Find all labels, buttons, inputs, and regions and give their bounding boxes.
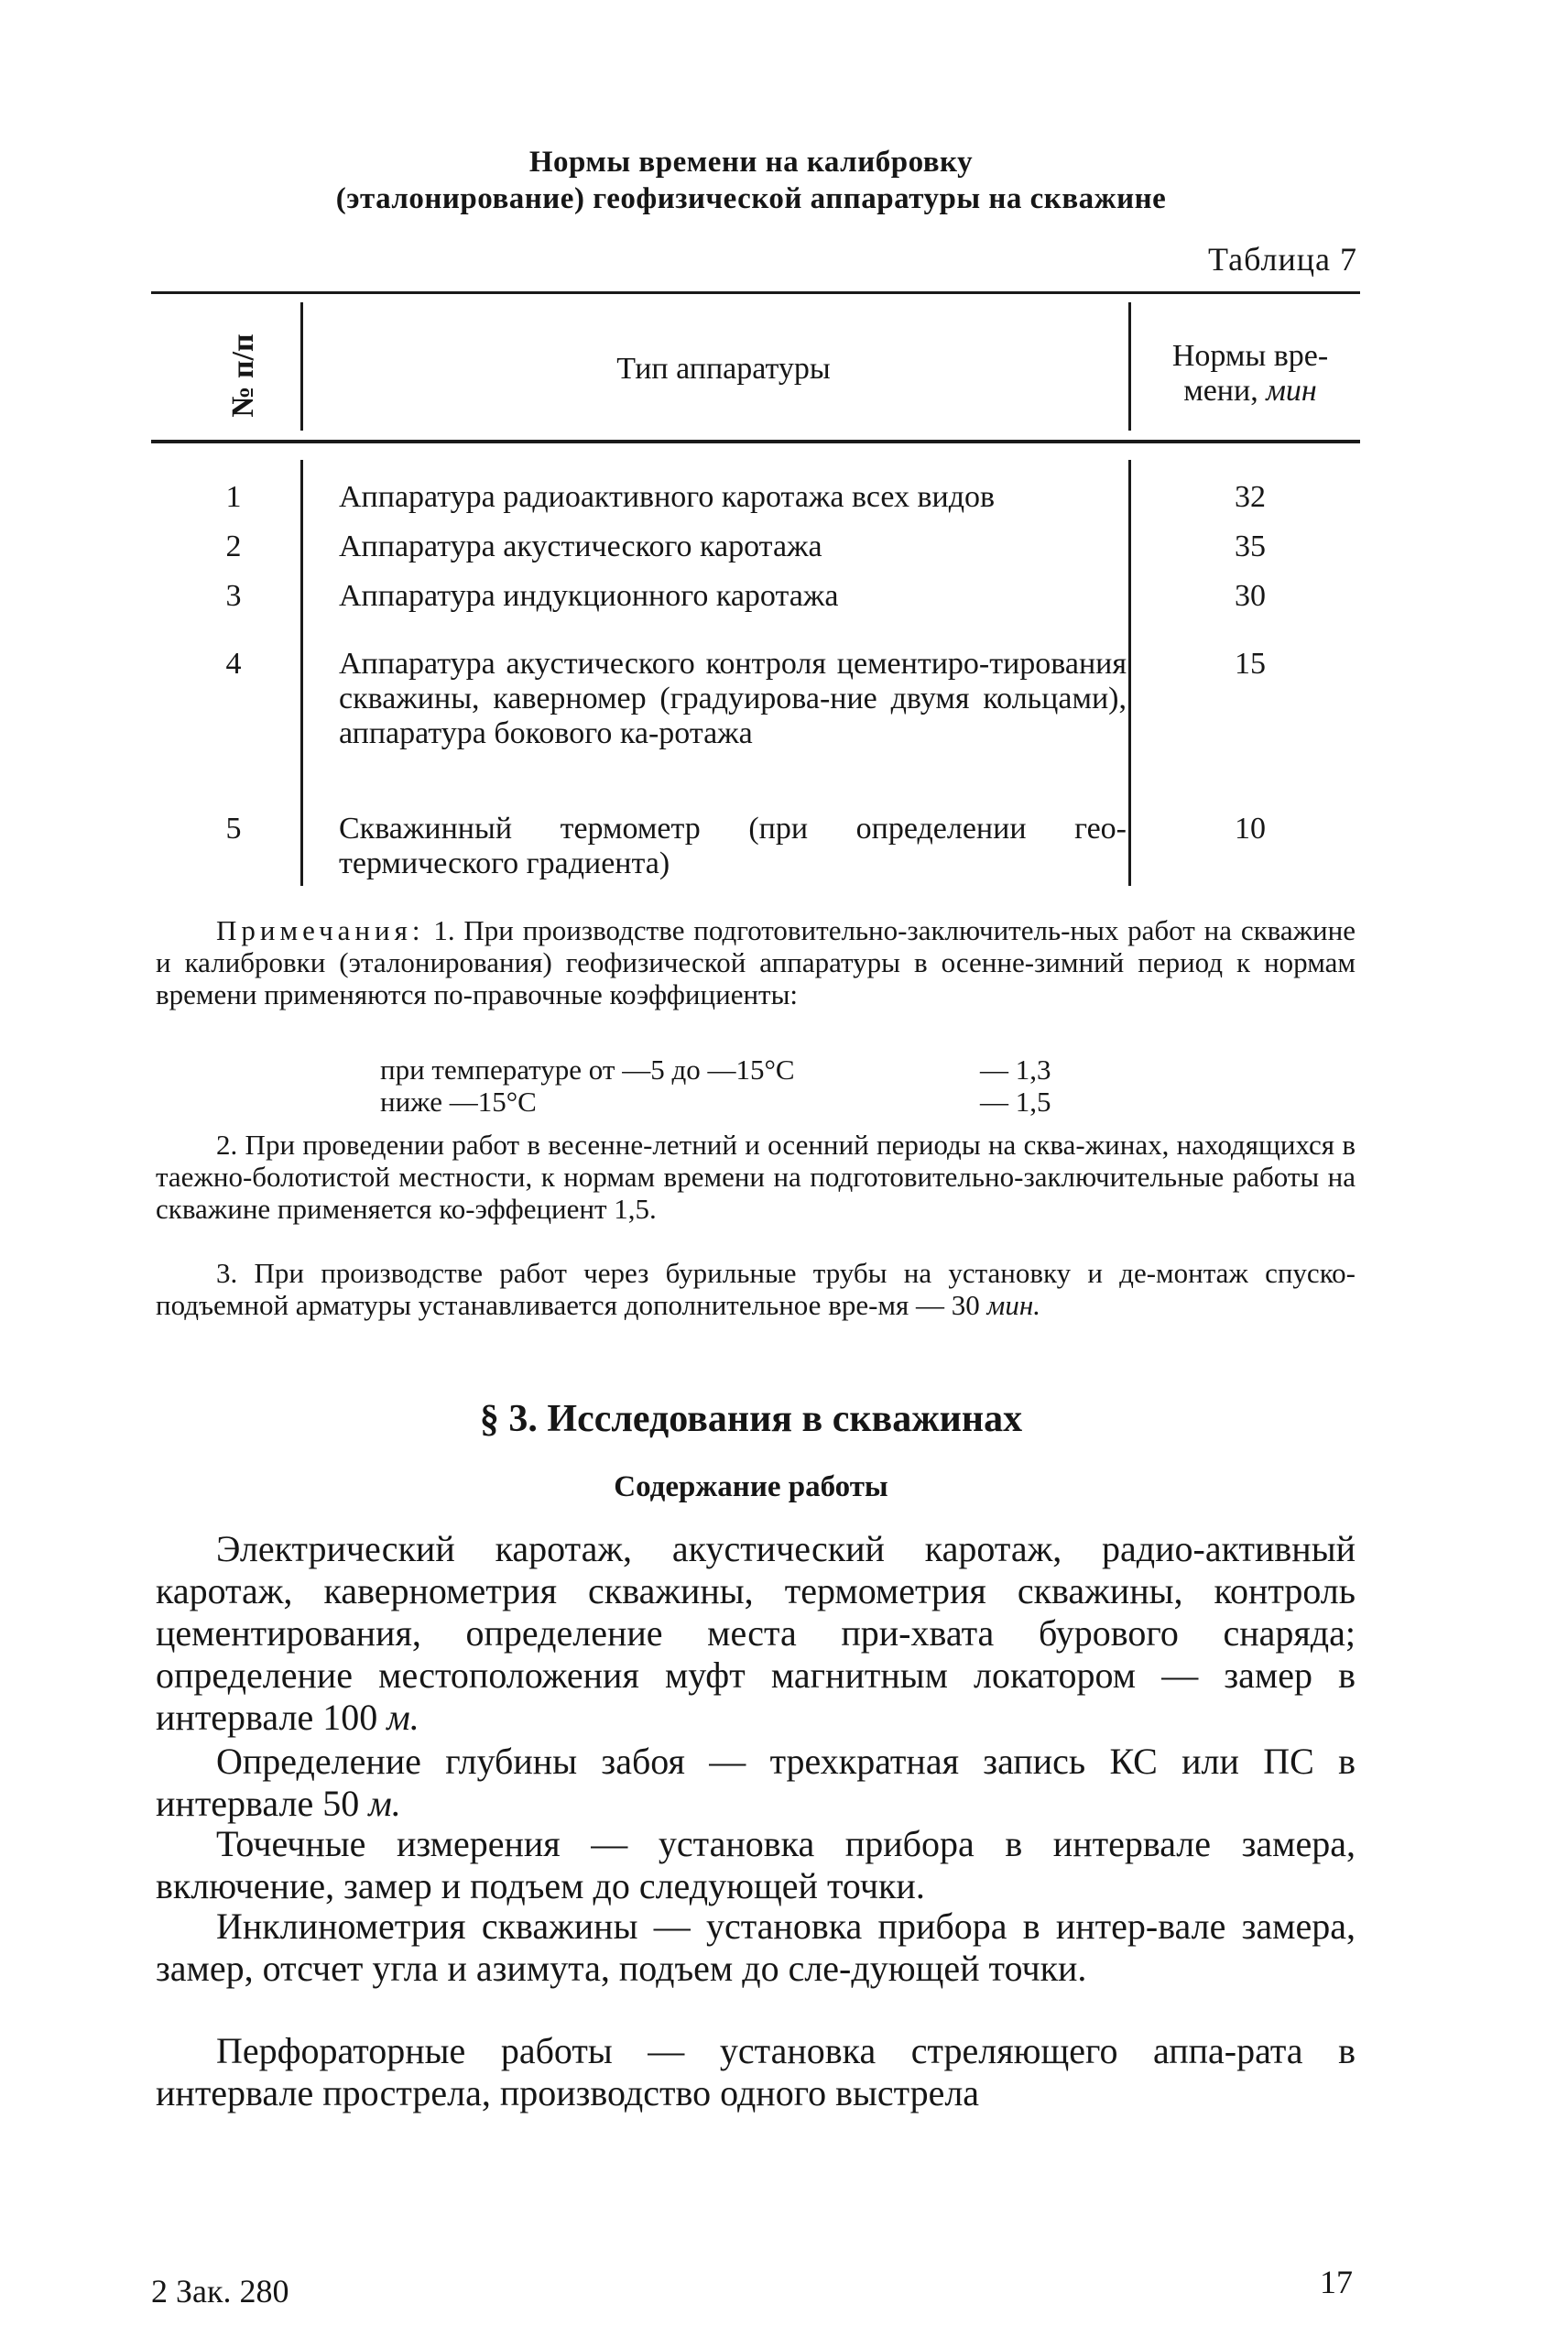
- table-row-4-norm: 15: [1235, 647, 1266, 681]
- table-vline-2-body: [1128, 460, 1131, 886]
- table-row-1-num: 1: [225, 480, 242, 514]
- table-row-5-num: 5: [225, 812, 242, 846]
- table-row-3-type: Аппаратура индукционного каротажа: [339, 579, 839, 613]
- note-3: [156, 1257, 1356, 1321]
- table-row-4-num: 4: [225, 647, 242, 681]
- body-paragraph-5: Перфораторные работы — установка стреляющего аппа-рата в интервале прострела, производство одного выстрела: [156, 2030, 1356, 2113]
- table-label: Таблица 7: [1208, 241, 1357, 278]
- column-header-number: № п/п: [226, 333, 260, 418]
- column-header-norm-unit: мин: [1266, 374, 1317, 408]
- note-1: [156, 914, 1356, 1010]
- column-header-norm-text: мени,: [1183, 374, 1258, 408]
- coef-2-value: — 1,5: [980, 1086, 1051, 1118]
- column-header-type: Тип аппаратуры: [616, 352, 831, 386]
- table-header-rule: [151, 440, 1360, 443]
- table-row-4-type: Аппаратура акустического контроля цементиро-тирования скважины, каверномер (градуирова-ние двумя кольцами), аппаратура бокового ка-ротажа: [339, 647, 1127, 750]
- note-2: 2. При проведении работ в весенне-летний и осенний периоды на сква-жинах, находящихся в таежно-болотистой местности, к нормам времени на подготовительно-заключительные работы на скважине применяется ко-эффециент 1,5.: [156, 1129, 1356, 1225]
- coef-1-label: при температуре от —5 до —15°С: [380, 1054, 795, 1086]
- coef-2-label: ниже —15°С: [380, 1086, 537, 1118]
- table-vline-1-header: [300, 302, 303, 431]
- table-row-1-type: Аппаратура радиоактивного каротажа всех видов: [339, 480, 996, 514]
- footer-signature: 2 Зак. 280: [151, 2273, 289, 2310]
- body-paragraph-1-unit: м.: [387, 1697, 419, 1738]
- page-number: 17: [1320, 2264, 1353, 2300]
- table-top-rule: [151, 291, 1360, 294]
- section-title: § 3. Исследования в скважинах: [479, 1398, 1023, 1440]
- notes-label: Примечания:: [216, 914, 425, 946]
- body-paragraph-2-unit: м.: [368, 1783, 401, 1824]
- table-row-2-num: 2: [225, 530, 242, 563]
- section-subtitle: Содержание работы: [614, 1470, 888, 1503]
- coef-1-value: — 1,3: [980, 1054, 1051, 1086]
- table-row-5-norm: 10: [1235, 812, 1266, 846]
- body-paragraph-2: [156, 1741, 1356, 1825]
- body-paragraph-2-text: Определение глубины забоя — трехкратная запись КС или ПС в интервале 50: [156, 1741, 1356, 1824]
- table-row-3-norm: 30: [1235, 579, 1266, 613]
- body-paragraph-4: Инклинометрия скважины — установка прибора в интер-вале замера, замер, отсчет угла и азимута, подъем до сле-дующей точки.: [156, 1906, 1356, 1989]
- table-heading-line2: (эталонирование) геофизической аппаратуры на скважине: [335, 182, 1167, 215]
- table-row-2-norm: 35: [1235, 530, 1266, 563]
- table-row-2-type: Аппаратура акустического каротажа: [339, 530, 822, 563]
- body-paragraph-1-text: Электрический каротаж, акустический каротаж, радио-активный каротаж, кавернометрия скважины, термометрия скважины, контроль цементирования, определение места при-хвата бурового снаряда; определение местоположения муфт магнитным локатором — замер в интервале 100: [156, 1528, 1356, 1738]
- column-header-norm: [1145, 339, 1356, 409]
- body-paragraph-3: Точечные измерения — установка прибора в интервале замера, включение, замер и подъем до следующей точки.: [156, 1823, 1356, 1906]
- note-3-unit: мин.: [986, 1289, 1040, 1321]
- table-row-1-norm: 32: [1235, 480, 1266, 514]
- body-paragraph-1: [156, 1528, 1356, 1739]
- column-header-norm-line2: [1145, 374, 1356, 409]
- table-vline-1-body: [300, 460, 303, 886]
- note-3-text: 3. При производстве работ через бурильные трубы на установку и де-монтаж спуско-подъемной арматуры устанавливается дополнительное вре-мя — 30: [156, 1257, 1356, 1321]
- note-1-text: 1. При производстве подготовительно-заключитель-ных работ на скважине и калибровки (эталонирования) геофизической аппаратуры в осенне-зимний период к нормам времени применяются по-правочные коэффициенты:: [156, 914, 1356, 1010]
- table-row-5-type: Скважинный термометр (при определении гео-термического градиента): [339, 812, 1127, 880]
- table-heading-line1: Нормы времени на калибровку: [528, 146, 974, 179]
- table-row-3-num: 3: [225, 579, 242, 613]
- column-header-norm-line1: Нормы вре-: [1171, 339, 1329, 373]
